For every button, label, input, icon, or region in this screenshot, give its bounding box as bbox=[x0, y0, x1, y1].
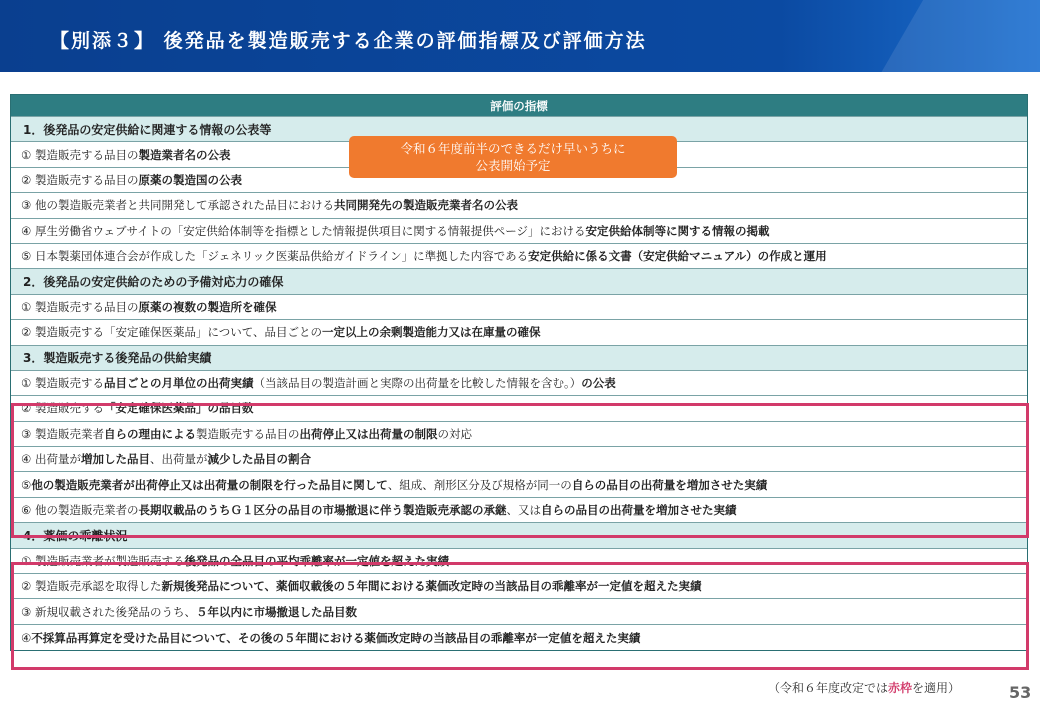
row-text: ⑤ 日本製薬団体連合会が作成した「ジェネリック医薬品供給ガイドライン」に準拠した内容である bbox=[21, 249, 529, 264]
emphasized-text: 品目ごとの月単位の出荷実績 bbox=[103, 376, 254, 391]
row-text: ⑤ bbox=[21, 477, 32, 492]
indicator-row bbox=[11, 625, 1027, 650]
footnote-after: を適用） bbox=[912, 681, 961, 695]
footnote bbox=[768, 679, 960, 696]
table-header: 評価の指標 bbox=[11, 95, 1027, 117]
section-heading bbox=[11, 346, 1027, 371]
row-text: 、出荷量が bbox=[149, 452, 208, 467]
indicator-row bbox=[11, 295, 1027, 320]
row-text: ① 製造販売する品目の bbox=[21, 299, 139, 314]
page-number: 53 bbox=[1009, 683, 1032, 702]
emphasized-text: 安定供給に係る文書（安定供給マニュアル）の作成と運用 bbox=[528, 249, 827, 264]
page-title: 【別添３】 後発品を製造販売する企業の評価指標及び評価方法 bbox=[50, 30, 647, 52]
emphasized-text: 「安定確保医薬品」の品目数 bbox=[103, 401, 254, 416]
emphasized-text: 他の製造販売業者が出荷停止又は出荷量の制限を行った品目に関して bbox=[31, 477, 388, 492]
indicator-row bbox=[11, 193, 1027, 218]
indicator-row bbox=[11, 396, 1027, 421]
row-text: ④ bbox=[21, 630, 32, 645]
row-text: ① 製造販売業者が製造販売する bbox=[21, 553, 185, 568]
emphasized-text: 3．製造販売する後発品の供給実績 bbox=[23, 351, 212, 366]
emphasized-text: 長期収載品のうちＧ１区分の品目の市場撤退に伴う製造販売承認の承継 bbox=[138, 503, 507, 518]
row-text: 製造販売する品目の bbox=[195, 426, 300, 441]
row-text: ① 製造販売する品目の bbox=[21, 147, 139, 162]
emphasized-text: ５年以内に市場撤退した品目数 bbox=[195, 604, 357, 619]
row-text: ② 製造販売承認を取得した bbox=[21, 579, 162, 594]
section-heading bbox=[11, 269, 1027, 294]
row-text: （当該品目の製造計画と実際の出荷量を比較した情報を含む。） bbox=[253, 376, 582, 391]
emphasized-text: 減少した品目の割合 bbox=[207, 452, 311, 467]
emphasized-text: 新規後発品について、薬価収載後の５年間における薬価改定時の当該品目の乖離率が一定値を超えた実績 bbox=[161, 579, 702, 594]
row-text: ⑥ 他の製造販売業者の bbox=[21, 503, 139, 518]
emphasized-text: 自らの品目の出荷量を増加させた実績 bbox=[571, 477, 768, 492]
section-heading bbox=[11, 523, 1027, 548]
emphasized-text: 共同開発先の製造販売業者名の公表 bbox=[333, 198, 518, 213]
indicator-row bbox=[11, 320, 1027, 345]
emphasized-text: 自らの理由による bbox=[103, 426, 196, 441]
indicator-row bbox=[11, 549, 1027, 574]
release-schedule-callout bbox=[349, 136, 677, 178]
emphasized-text: 製造業者名の公表 bbox=[138, 147, 231, 162]
emphasized-text: 一定以上の余剰製造能力又は在庫量の確保 bbox=[322, 325, 541, 340]
emphasized-text: 自らの品目の出荷量を増加させた実績 bbox=[540, 503, 737, 518]
indicator-row bbox=[11, 498, 1027, 523]
callout-line-1: 令和６年度前半のできるだけ早いうちに bbox=[400, 141, 626, 156]
indicator-row bbox=[11, 574, 1027, 599]
emphasized-text: 安定供給体制等に関する情報の掲載 bbox=[585, 223, 770, 238]
footnote-red-text: 赤枠 bbox=[888, 681, 913, 695]
row-text: ② 製造販売する bbox=[21, 401, 104, 416]
row-text: ④ 出荷量が bbox=[21, 452, 81, 467]
indicator-row bbox=[11, 371, 1027, 396]
indicator-row bbox=[11, 472, 1027, 497]
emphasized-text: 原薬の複数の製造所を確保 bbox=[138, 299, 277, 314]
indicator-row bbox=[11, 219, 1027, 244]
row-text: ④ 厚生労働省ウェブサイトの「安定供給体制等を指標とした情報提供項目に関する情報提供ページ」における bbox=[21, 223, 586, 238]
emphasized-text: 増加した品目 bbox=[80, 452, 150, 467]
indicator-row bbox=[11, 244, 1027, 269]
emphasized-text: 2．後発品の安定供給のための予備対応力の確保 bbox=[23, 275, 284, 290]
emphasized-text: の公表 bbox=[581, 376, 616, 391]
row-text: 、組成、剤形区分及び規格が同一の bbox=[387, 477, 572, 492]
callout-line-2: 公表開始予定 bbox=[475, 158, 551, 173]
row-text: ① 製造販売する bbox=[21, 376, 104, 391]
indicator-row bbox=[11, 422, 1027, 447]
footnote-before: （令和６年度改定では bbox=[768, 681, 889, 695]
emphasized-text: 後発品の全品目の平均乖離率が一定値を超えた実績 bbox=[184, 553, 449, 568]
title-banner bbox=[0, 0, 1040, 72]
emphasized-text: 原薬の製造国の公表 bbox=[138, 172, 242, 187]
row-text: の対応 bbox=[437, 426, 472, 441]
row-text: 、又は bbox=[506, 503, 541, 518]
row-text: ② 製造販売する「安定確保医薬品」について、品目ごとの bbox=[21, 325, 323, 340]
row-text: ③ 新規収載された後発品のうち、 bbox=[21, 604, 196, 619]
emphasized-text: 出荷停止又は出荷量の制限 bbox=[299, 426, 438, 441]
row-text: ③ 製造販売業者 bbox=[21, 426, 104, 441]
emphasized-text: 不採算品再算定を受けた品目について、その後の５年間における薬価改定時の当該品目の乖離率が一定値を超えた実績 bbox=[31, 630, 641, 645]
row-text: ② 製造販売する品目の bbox=[21, 172, 139, 187]
emphasized-text: 4．薬価の乖離状況 bbox=[23, 528, 128, 543]
indicator-row bbox=[11, 599, 1027, 624]
row-text: ③ 他の製造販売業者と共同開発して承認された品目における bbox=[21, 198, 334, 213]
indicator-row bbox=[11, 447, 1027, 472]
emphasized-text: 1．後発品の安定供給に関連する情報の公表等 bbox=[23, 122, 272, 137]
